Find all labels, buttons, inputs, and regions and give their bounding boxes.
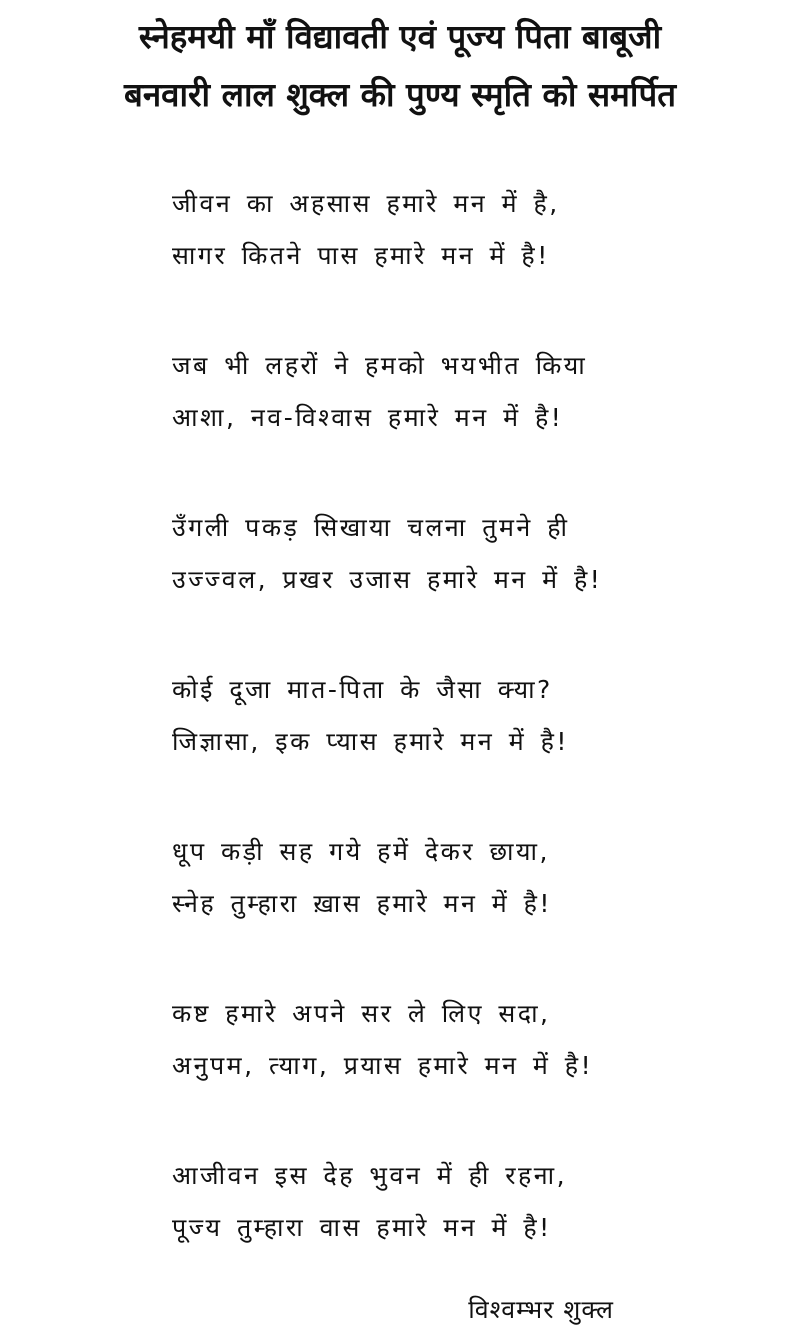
verse-line: जीवन का अहसास हमारे मन में है, — [172, 189, 560, 218]
stanza-7 — [172, 1150, 632, 1254]
verse-line: अनुपम, त्याग, प्रयास हमारे मन में है! — [172, 1051, 594, 1080]
stanza-1 — [172, 178, 632, 282]
dedication-line-2: बनवारी लाल शुक्ल की पुण्य स्मृति को समर्पित — [123, 75, 677, 114]
verse-line: जिज्ञासा, इक प्यास हमारे मन में है! — [172, 727, 569, 756]
dedication-line-1: स्नेहमयी माँ विद्यावती एवं पूज्य पिता बाबूजी — [138, 17, 662, 56]
author-signature: विश्वम्भर शुक्ल — [468, 1295, 614, 1324]
verse-line: स्नेह तुम्हारा ख़ास हमारे मन में है! — [172, 889, 552, 918]
verse-line: पूज्य तुम्हारा वास हमारे मन में है! — [172, 1213, 552, 1242]
verse-line: सागर कितने पास हमारे मन में है! — [172, 241, 550, 270]
verse-line: उज्ज्वल, प्रखर उजास हमारे मन में है! — [172, 565, 603, 594]
verse-line: कष्ट हमारे अपने सर ले लिए सदा, — [172, 999, 551, 1028]
stanza-6 — [172, 988, 632, 1092]
stanza-5 — [172, 826, 632, 930]
dedication-heading — [0, 8, 800, 124]
poem — [172, 178, 632, 1312]
verse-line: उँगली पकड़ सिखाया चलना तुमने ही — [172, 513, 570, 542]
verse-line: आशा, नव-विश्वास हमारे मन में है! — [172, 403, 564, 432]
stanza-2 — [172, 340, 632, 444]
verse-line: कोई दूजा मात-पिता के जैसा क्या? — [172, 675, 553, 704]
stanza-3 — [172, 502, 632, 606]
stanza-4 — [172, 664, 632, 768]
verse-line: धूप कड़ी सह गये हमें देकर छाया, — [172, 837, 550, 866]
verse-line: जब भी लहरों ने हमको भयभीत किया — [172, 351, 588, 380]
verse-line: आजीवन इस देह भुवन में ही रहना, — [172, 1161, 568, 1190]
